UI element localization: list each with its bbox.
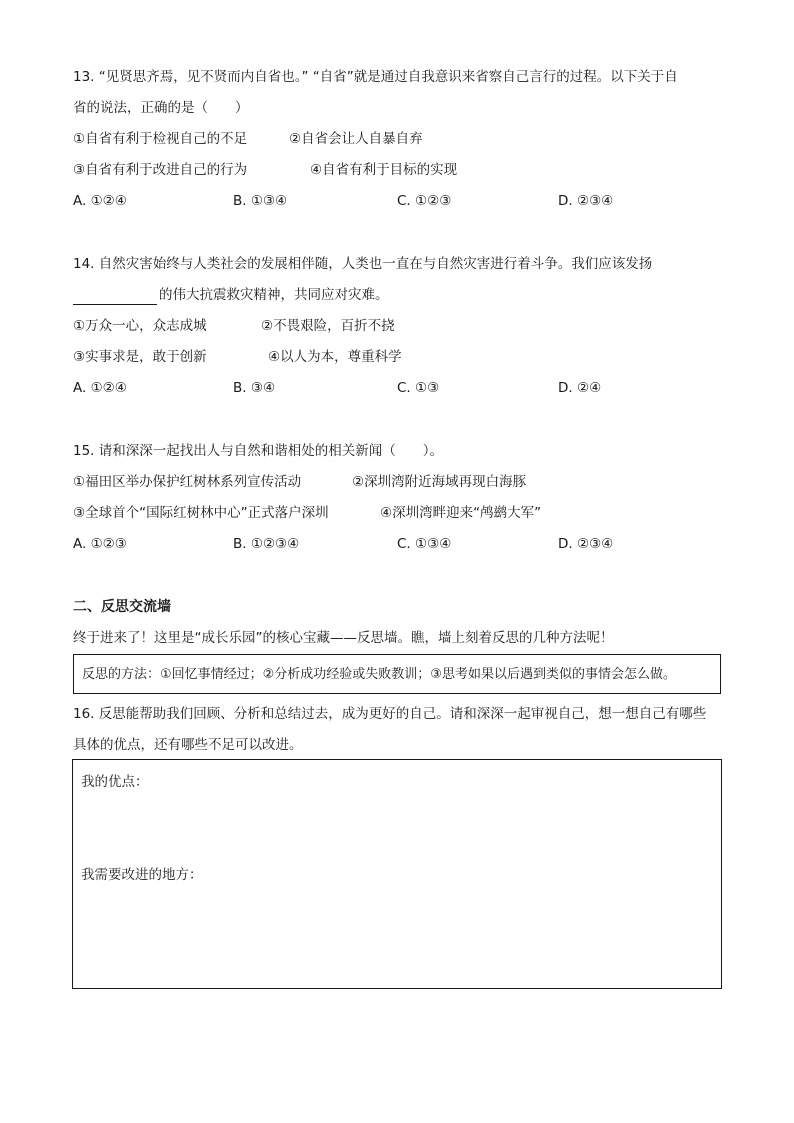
q13-option-c: C. ①②③ (397, 193, 452, 209)
q13-statement-4: ④自省有利于目标的实现 (310, 162, 458, 178)
q13-statement-3: ③自省有利于改进自己的行为 (73, 162, 248, 178)
q15-statement-1: ①福田区举办保护红树林系列宣传活动 (73, 474, 302, 490)
q13-option-b: B. ①③④ (233, 193, 288, 209)
fill-in-blank (73, 290, 157, 305)
strengths-label: 我的优点： (81, 774, 149, 790)
q14-stem-line2-text: 的伟大抗震救灾精神，共同应对灾难。 (159, 287, 389, 303)
q15-statement-4: ④深圳湾畔迎来“鸬鹚大军” (380, 505, 542, 521)
q15-option-b: B. ①②③④ (233, 536, 300, 552)
q15-option-a: A. ①②③ (73, 536, 127, 552)
q14-option-b: B. ③④ (233, 380, 276, 396)
q16-stem-line1: 16. 反思能帮助我们回顾、分析和总结过去，成为更好的自己。请和深深一起审视自己，想一想自己有哪些 (73, 706, 707, 722)
q15-statement-3: ③全球首个“国际红树林中心”正式落户深圳 (73, 505, 329, 521)
q13-statement-1: ①自省有利于检视自己的不足 (73, 131, 248, 147)
reflection-methods-text: 反思的方法：①回忆事情经过；②分析成功经验或失败教训；③思考如果以后遇到类似的事情会怎么做。 (82, 667, 676, 682)
q13-stem-line2: 省的说法，正确的是（ ） (73, 100, 249, 116)
q13-option-d: D. ②③④ (558, 193, 614, 209)
q14-statement-2: ②不畏艰险，百折不挠 (261, 318, 395, 334)
q14-option-a: A. ①②④ (73, 380, 127, 396)
answer-box[interactable] (72, 759, 722, 989)
q15-stem: 15. 请和深深一起找出人与自然和谐相处的相关新闻（ ）。 (73, 443, 444, 459)
q14-statement-1: ①万众一心，众志成城 (73, 318, 207, 334)
q14-statement-4: ④以人为本，尊重科学 (268, 349, 402, 365)
q14-option-d: D. ②④ (558, 380, 602, 396)
q14-statement-3: ③实事求是，敢于创新 (73, 349, 207, 365)
q13-stem-line1: 13. “见贤思齐焉，见不贤而内自省也。” “自省”就是通过自我意识来省察自己言行的过程。以下关于自 (73, 69, 678, 85)
q16-stem-line2: 具体的优点，还有哪些不足可以改进。 (73, 737, 303, 753)
q14-option-c: C. ①③ (397, 380, 440, 396)
reflection-methods-box (73, 654, 721, 694)
q15-option-c: C. ①③④ (397, 536, 452, 552)
q15-option-d: D. ②③④ (558, 536, 614, 552)
q14-stem-line2 (73, 285, 389, 305)
q14-stem-line1: 14. 自然灾害始终与人类社会的发展相伴随，人类也一直在与自然灾害进行着斗争。我们应该发扬 (73, 256, 653, 272)
section-intro: 终于进来了！这里是“成长乐园”的核心宝藏——反思墙。瞧，墙上刻着反思的几种方法呢！ (73, 630, 614, 646)
section-heading: 二、反思交流墙 (73, 599, 171, 615)
q13-option-a: A. ①②④ (73, 193, 127, 209)
improvements-label: 我需要改进的地方： (81, 867, 203, 883)
q13-statement-2: ②自省会让人自暴自弃 (289, 131, 423, 147)
q15-statement-2: ②深圳湾附近海域再现白海豚 (352, 474, 527, 490)
